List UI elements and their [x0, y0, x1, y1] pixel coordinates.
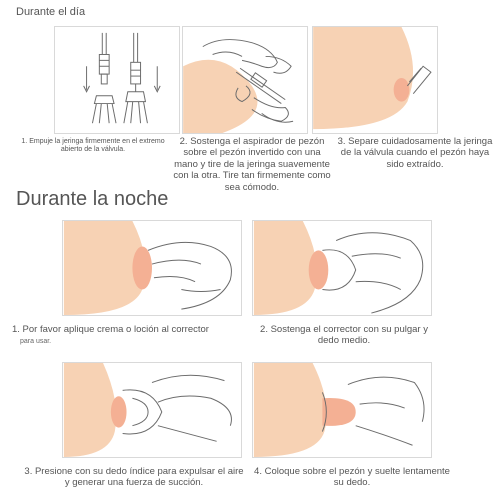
- night-section-title: Durante la noche: [16, 188, 169, 210]
- day-step3-caption: 3. Separe cuidadosamente la jeringa de la válvula cuando el pezón haya sido extraído.: [337, 136, 493, 170]
- hold-corrector-drawing: [253, 221, 431, 315]
- night-step4-caption: 4. Coloque sobre el pezón y suelte lentamente su dedo.: [254, 466, 450, 489]
- day-step3-illustration: [312, 26, 438, 134]
- night-step1-caption-main: 1. Por favor aplique crema o loción al corrector: [12, 324, 209, 335]
- night-step1-illustration: [62, 220, 242, 316]
- day-step2-caption: 2. Sostenga el aspirador de pezón sobre el pezón invertido con una mano y tire de la jeringa suavemente con la otra. Tire tan firmemente como sea cómodo.: [173, 136, 331, 193]
- day-step1-caption: 1. Empuje la jeringa firmemente en el extremo abierto de la válvula.: [21, 138, 165, 154]
- day-section-title: Durante el día: [16, 6, 86, 18]
- night-step3-illustration: [62, 362, 242, 458]
- night-step1-caption: [12, 324, 252, 347]
- place-corrector-drawing: [253, 363, 431, 457]
- nipple-extracted-drawing: [313, 27, 437, 133]
- night-step4-illustration: [252, 362, 432, 458]
- press-corrector-drawing: [63, 363, 241, 457]
- night-step2-caption: 2. Sostenga el corrector con su pulgar y dedo medio.: [260, 324, 428, 347]
- night-step2-illustration: [252, 220, 432, 316]
- day-step1-illustration: [54, 26, 180, 134]
- hand-aspirator-drawing: [183, 27, 307, 133]
- cream-application-drawing: [63, 221, 241, 315]
- night-step3-caption: 3. Presione con su dedo índice para expulsar el aire y generar una fuerza de succión.: [24, 466, 244, 489]
- day-step2-illustration: [182, 26, 308, 134]
- syringe-valve-drawing: [55, 27, 179, 133]
- night-step1-caption-sub: para usar.: [20, 338, 52, 346]
